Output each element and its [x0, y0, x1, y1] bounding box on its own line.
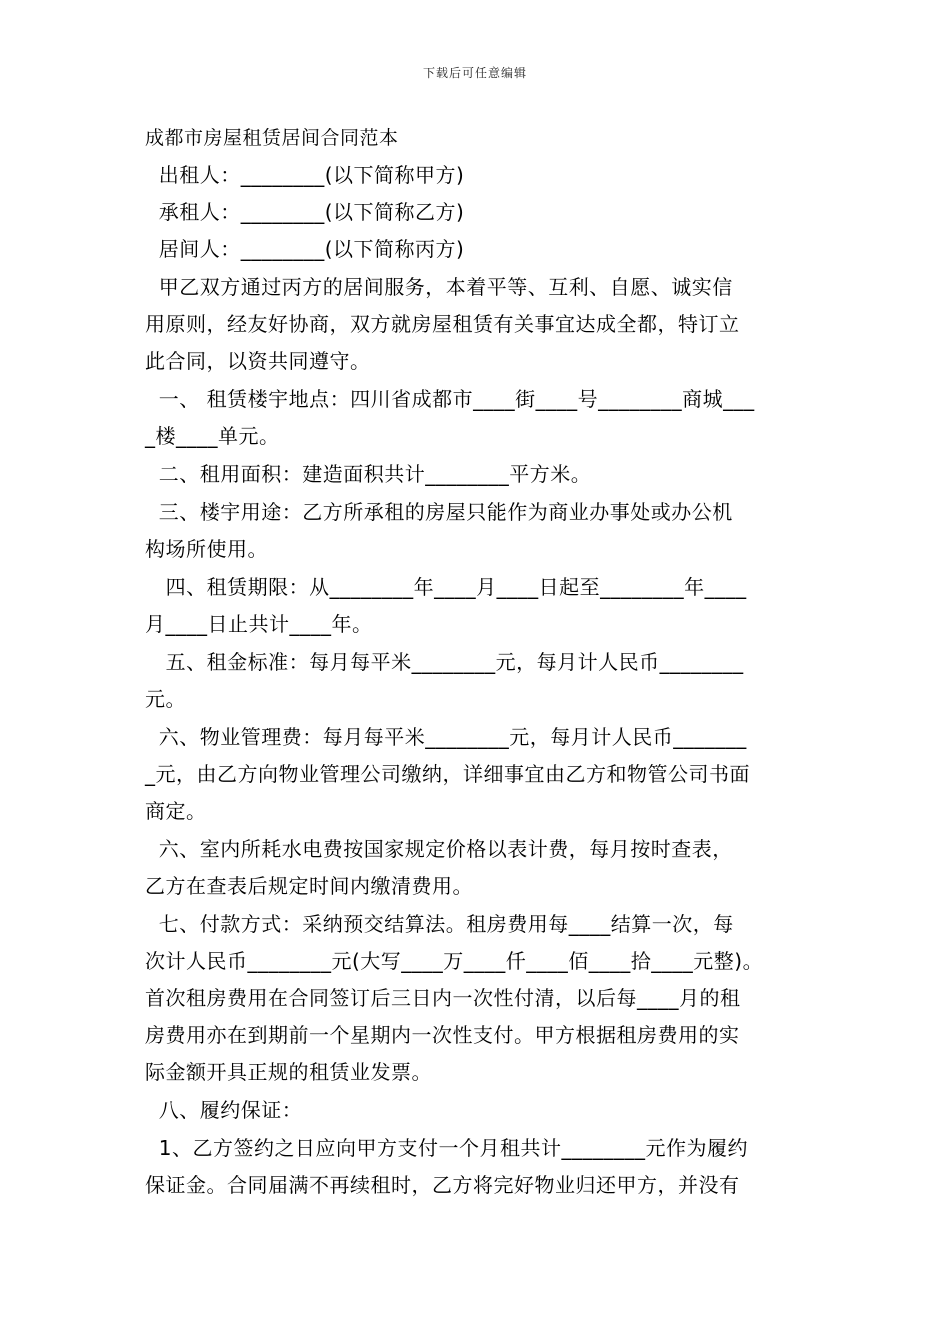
doc-line: 六、物业管理费：每月每平米________元，每月计人民币_______ [145, 725, 747, 749]
doc-line: 二、租用面积：建造面积共计________平方米。 [145, 462, 592, 486]
doc-line: 首次租房费用在合同签订后三日内一次性付清，以后每____月的租 [145, 986, 741, 1010]
doc-line: _元，由乙方向物业管理公司缴纳，详细事宜由乙方和物管公司书面 [145, 762, 750, 786]
doc-line: 七、付款方式：采纳预交结算法。租房费用每____结算一次，每 [145, 912, 734, 936]
doc-line: 保证金。合同届满不再续租时，乙方将完好物业归还甲方，并没有 [145, 1173, 740, 1197]
doc-line: 八、履约保证： [145, 1098, 303, 1122]
doc-line: 出租人：________(以下简称甲方) [145, 163, 465, 187]
doc-line: 际金额开具正规的租赁业发票。 [145, 1060, 432, 1084]
doc-line: 元。 [145, 687, 186, 711]
doc-line: 此合同，以资共同遵守。 [145, 349, 371, 373]
doc-line: 月____日止共计____年。 [145, 612, 373, 636]
doc-line: 房费用亦在到期前一个星期内一次性支付。甲方根据租房费用的实 [145, 1023, 740, 1047]
doc-line: 1、乙方签约之日应向甲方支付一个月租共计________元作为履约 [145, 1136, 748, 1160]
document-title: 成都市房屋租赁居间合同范本 [145, 127, 399, 149]
doc-line: 商定。 [145, 799, 207, 823]
doc-line: 乙方在查表后规定时间内缴清费用。 [145, 874, 473, 898]
doc-line: 用原则，经友好协商，双方就房屋租赁有关事宜达成全都，特订立 [145, 312, 740, 336]
doc-line: 承租人：________(以下简称乙方) [145, 200, 465, 224]
contract-document [145, 120, 809, 1204]
doc-line: _楼____单元。 [145, 424, 280, 448]
doc-line: 构场所使用。 [145, 537, 268, 561]
doc-line: 次计人民币________元(大写____万____仟____佰____拾____元整)。 [145, 949, 764, 973]
doc-line: 五、租金标准：每月每平米________元，每月计人民币________ [145, 650, 744, 674]
doc-line: 居间人：________(以下简称丙方) [145, 237, 465, 261]
page-header: 下载后可任意编辑 [422, 66, 527, 80]
doc-line: 甲乙双方通过丙方的居间服务，本着平等、互利、自愿、诚实信 [145, 275, 733, 299]
doc-line: 六、室内所耗水电费按国家规定价格以表计费，每月按时查表， [145, 837, 733, 861]
doc-line: 三、楼宇用途：乙方所承租的房屋只能作为商业办事处或办公机 [145, 500, 733, 524]
doc-line: 四、租赁期限：从________年____月____日起至________年____ [145, 575, 747, 599]
doc-line: 一、 租赁楼宇地点：四川省成都市____街____号________商城___ [145, 387, 755, 411]
